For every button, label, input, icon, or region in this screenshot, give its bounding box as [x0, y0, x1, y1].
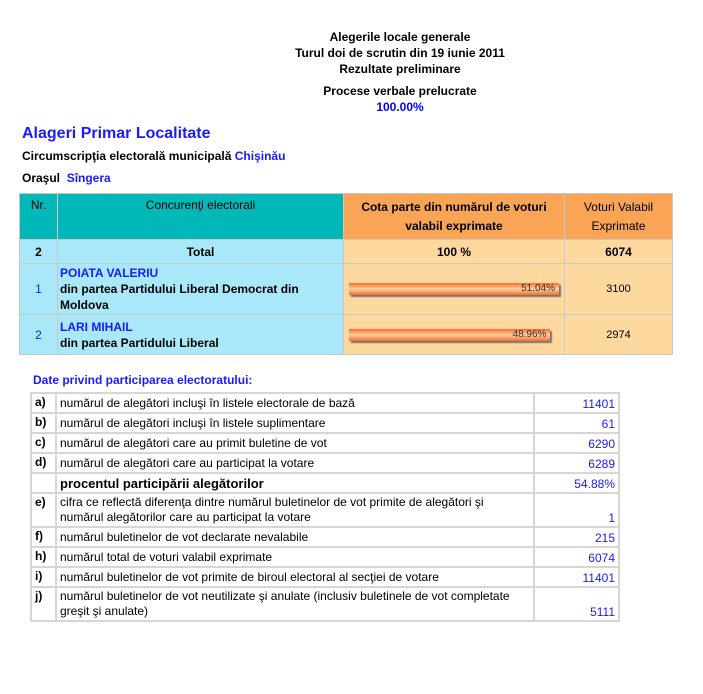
report-header [250, 29, 550, 115]
candidate-nr: 2 [20, 315, 58, 355]
row-value: 6290 [534, 433, 619, 453]
row-label: numărul buletinelor de vot neutilizate şi anulate (inclusiv buletinele de vot completate greşit şi anulate) [56, 587, 534, 621]
row-value: 61 [534, 413, 619, 433]
row-letter [31, 473, 56, 493]
row-label: numărul buletinelor de vot primite de biroul electoral al secţiei de votare [56, 567, 534, 587]
share-bar: 51.04% [349, 283, 559, 295]
row-value: 1 [534, 493, 619, 527]
row-letter: b) [31, 413, 56, 433]
participation-row [31, 547, 619, 567]
col-votes: Voturi Valabil Exprimate [565, 194, 673, 240]
header-line3: Rezultate preliminare [339, 62, 461, 76]
row-label: cifra ce reflectă diferenţa dintre numărul buletinelor de vot primite de alegători şi numărul alegătorilor care au participat la votare [56, 493, 534, 527]
row-value: 6074 [534, 547, 619, 567]
row-value: 215 [534, 527, 619, 547]
col-share: Cota parte din numărul de voturi valabil exprimate [344, 194, 565, 240]
candidate-name: LARI MIHAIL [60, 319, 133, 334]
participation-row [31, 453, 619, 473]
header-line1: Alegerile locale generale [329, 30, 471, 44]
participation-title: Date privind participarea electoratului: [33, 373, 253, 387]
candidate-votes: 2974 [565, 315, 673, 355]
row-letter: d) [31, 453, 56, 473]
row-value: 11401 [534, 567, 619, 587]
row-letter: i) [31, 567, 56, 587]
participation-row [31, 527, 619, 547]
total-row [20, 240, 673, 264]
city-value: Sîngera [66, 171, 111, 185]
participation-row [31, 493, 619, 527]
total-votes: 6074 [565, 240, 673, 264]
participation-row [31, 413, 619, 433]
candidate-name: POIATA VALERIU [60, 266, 159, 280]
participation-row [31, 473, 619, 493]
row-label: numărul de alegători incluşi în listele electorale de bază [56, 393, 534, 413]
row-letter: f) [31, 527, 56, 547]
results-table [19, 193, 673, 355]
participation-row [31, 587, 619, 621]
row-label: numărul de alegători care au primit buletine de vot [56, 433, 534, 453]
row-letter: h) [31, 547, 56, 567]
participation-row [31, 393, 619, 413]
row-value: 5111 [534, 587, 619, 621]
participation-table [30, 392, 620, 622]
total-nr: 2 [20, 240, 58, 264]
participation-row [31, 567, 619, 587]
col-nr: Nr. [20, 194, 58, 240]
share-bar: 48.96% [349, 329, 550, 341]
row-label: numărul de alegători care au participat la votare [56, 453, 534, 473]
candidate-party: din partea Partidului Liberal Democrat din Moldova [60, 282, 299, 312]
city [22, 171, 111, 185]
row-label: numărul total de voturi valabil exprimate [56, 547, 534, 567]
row-label: procentul participării alegătorilor [56, 473, 534, 493]
row-label: numărul buletinelor de vot declarate nevalabile [56, 527, 534, 547]
row-value: 6289 [534, 453, 619, 473]
col-candidates: Concurenţi electorali [58, 194, 344, 240]
circumscription-value: Chişinău [234, 149, 286, 163]
candidate-votes: 3100 [565, 264, 673, 315]
header-line4: Procese verbale prelucrate [323, 84, 477, 98]
candidate-party: din partea Partidului Liberal [60, 335, 219, 350]
row-letter: j) [31, 587, 56, 621]
row-letter: c) [31, 433, 56, 453]
processed-percent: 100.00% [376, 100, 424, 114]
total-label: Total [58, 240, 344, 264]
row-value: 11401 [534, 393, 619, 413]
row-letter: e) [31, 493, 56, 527]
circumscription [22, 149, 285, 163]
city-label: Oraşul [22, 171, 61, 185]
row-label: numărul de alegători incluşi în listele suplimentare [56, 413, 534, 433]
header-line2: Turul doi de scrutin din 19 iunie 2011 [295, 46, 505, 60]
candidate-row [20, 264, 673, 315]
page-title: Alageri Primar Localitate [22, 125, 211, 142]
candidate-row [20, 315, 673, 355]
participation-row [31, 433, 619, 453]
row-value: 54.88% [534, 473, 619, 493]
circumscription-label: Circumscripţia electorală municipală [22, 149, 232, 163]
total-percent: 100 % [344, 240, 565, 264]
candidate-nr: 1 [20, 264, 58, 315]
row-letter: a) [31, 393, 56, 413]
